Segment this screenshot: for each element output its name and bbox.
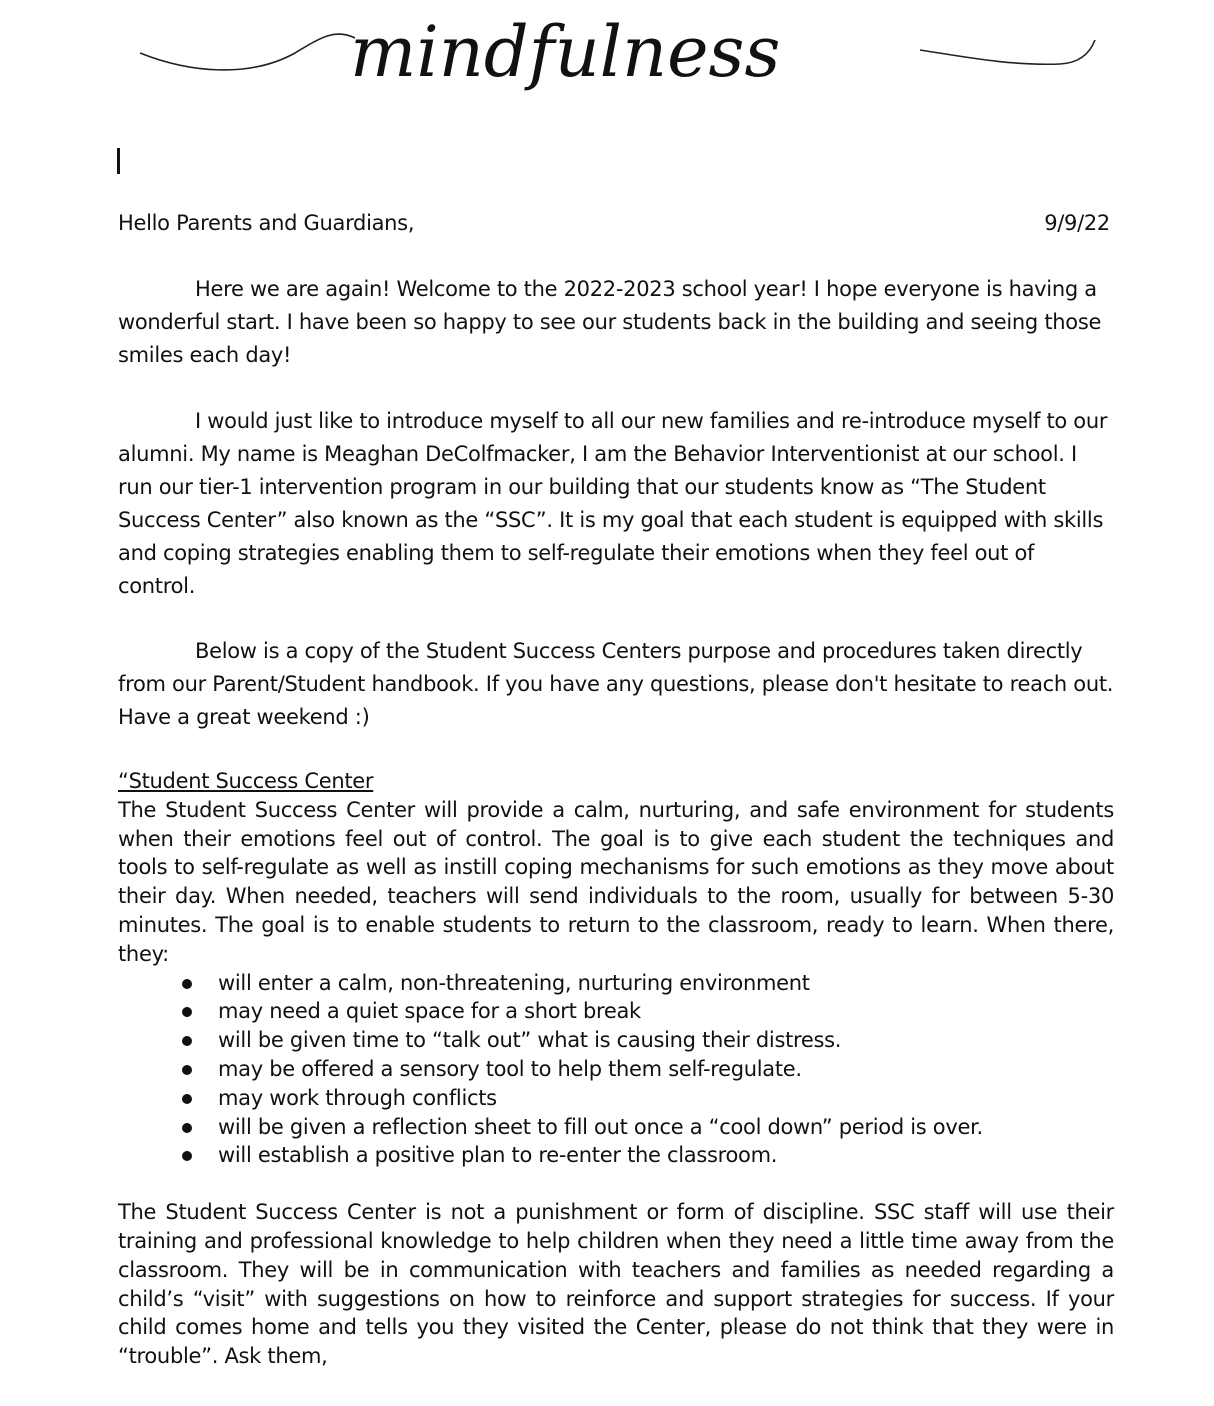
list-item: [118, 1084, 1114, 1113]
handbook-intro: The Student Success Center will provide a calm, nurturing, and safe environment for students when their emotions feel out of control. The goal is to give each student the techniques and tools to self-regulate as well as instill coping mechanisms for such emotions as they move about their day. When needed, teachers will send individuals to the room, usually for between 5-30 minutes. The goal is to enable students to return to the classroom, ready to learn. When there, they:: [118, 797, 1114, 966]
list-item: [118, 969, 1114, 998]
list-item-text: may be offered a sensory tool to help them self-regulate.: [218, 1056, 802, 1081]
handbook-title: “Student Success Center: [118, 769, 374, 793]
list-item-text: will establish a positive plan to re-enter the classroom.: [218, 1143, 778, 1168]
bullet-dot-icon: [182, 1007, 192, 1017]
left-flourish: [140, 34, 355, 70]
paragraph-text: Below is a copy of the Student Success Centers purpose and procedures taken directly from our Parent/Student handbook. If you have any questions, please don't hesitate to reach out. Have a great weekend :): [118, 639, 1114, 729]
list-item: [118, 1055, 1114, 1084]
paragraph-text: I would just like to introduce myself to all our new families and re-introduce myself to our alumni. My name is Meaghan DeColfmacker, I am the Behavior Interventionist at our school. I run our tier-1 intervention program in our building that our students know as “The Student Success Center” also known as the “SSC”. It is my goal that each student is equipped with skills and coping strategies enabling them to self-regulate their emotions when they feel out of control.: [118, 409, 1108, 598]
list-item-text: will be given a reflection sheet to fill out once a “cool down” period is over.: [218, 1114, 983, 1139]
list-item: [118, 1026, 1114, 1055]
list-item-text: will enter a calm, non-threatening, nurturing environment: [218, 970, 810, 995]
handbook-closing: The Student Success Center is not a punishment or form of discipline. SSC staff will use their training and professional knowledge to help children when they need a little time away from the classroom. They will be in communication with teachers and families as needed regarding a child’s “visit” with suggestions on how to reinforce and support strategies for success. If your child comes home and tells you they visited the Center, please do not think that they were in “trouble”. Ask them,: [118, 1200, 1114, 1369]
text-cursor: [117, 148, 120, 174]
bullet-dot-icon: [182, 979, 192, 989]
bullet-dot-icon: [182, 1065, 192, 1075]
paragraph-introduction: [118, 405, 1114, 603]
paragraph-welcome: [118, 273, 1114, 372]
greeting: Hello Parents and Guardians,: [118, 211, 415, 235]
bullet-dot-icon: [182, 1036, 192, 1046]
paragraph-text: Here we are again! Welcome to the 2022-2023 school year! I hope everyone is having a wonderful start. I have been so happy to see our students back in the building and seeing those smiles each day!: [118, 277, 1102, 367]
logo-text: mindfulness: [350, 11, 781, 93]
spacer: [118, 1170, 1114, 1198]
paragraph-handbook-note: [118, 635, 1114, 734]
list-item-text: may work through conflicts: [218, 1085, 497, 1110]
bullet-dot-icon: [182, 1151, 192, 1161]
flourish-graphic: [130, 8, 1100, 108]
list-item: [118, 1141, 1114, 1170]
handbook-excerpt: [118, 767, 1114, 1371]
greeting-row: [118, 207, 1110, 240]
list-item-text: will be given time to “talk out” what is causing their distress.: [218, 1028, 842, 1053]
bullet-dot-icon: [182, 1123, 192, 1133]
bullet-dot-icon: [182, 1094, 192, 1104]
list-item-text: may need a quiet space for a short break: [218, 999, 641, 1024]
letter-date: 9/9/22: [1044, 211, 1110, 235]
list-item: [118, 997, 1114, 1026]
handbook-bullet-list: [118, 969, 1114, 1171]
right-flourish: [920, 40, 1095, 64]
mindfulness-header-logo: [130, 8, 1100, 108]
list-item: [118, 1113, 1114, 1142]
